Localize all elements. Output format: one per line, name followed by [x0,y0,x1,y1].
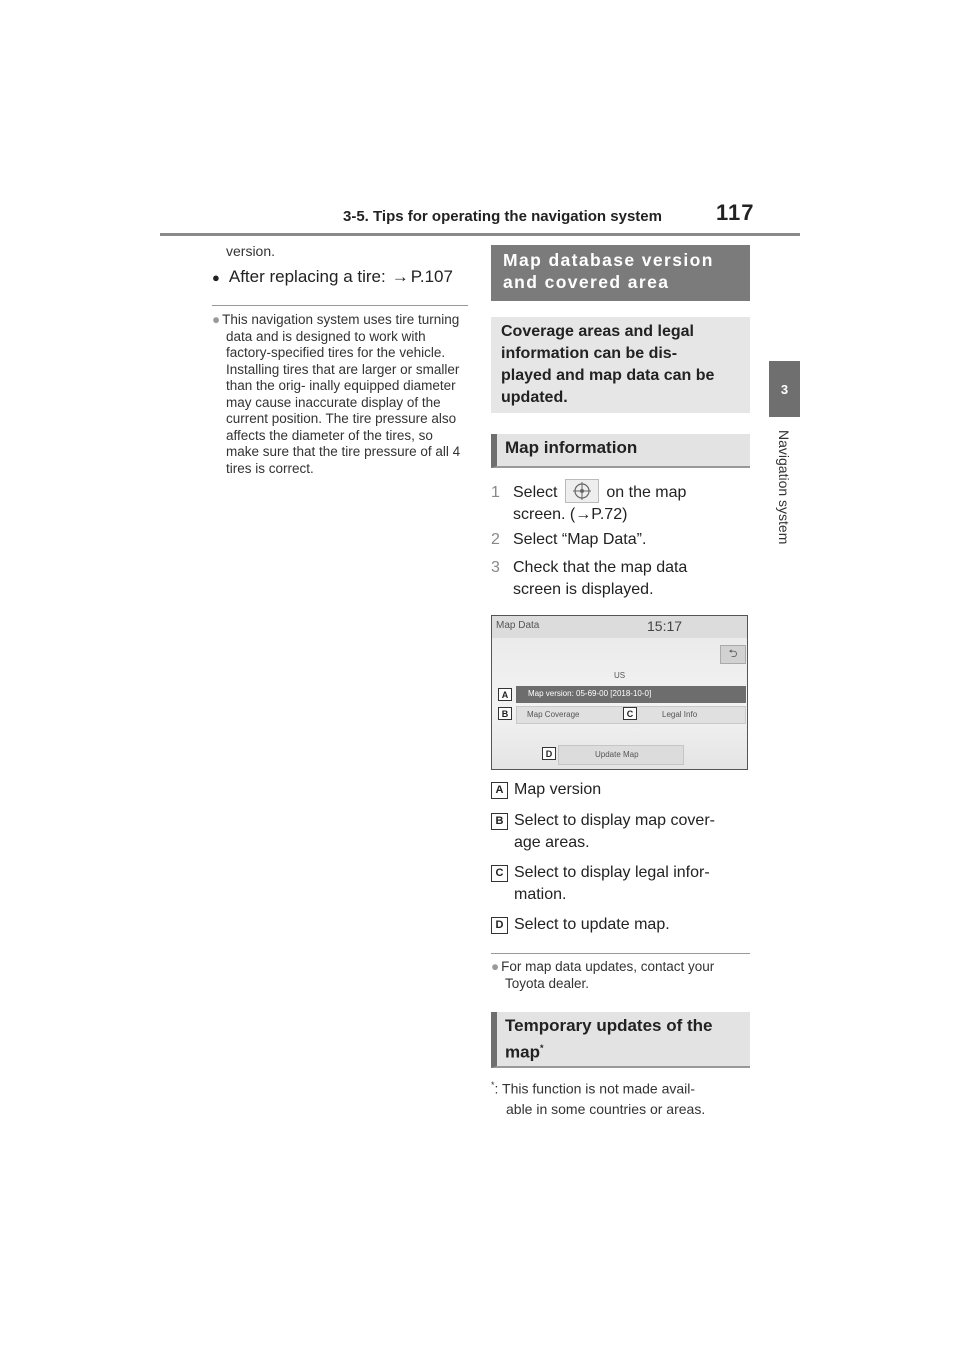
arrow-icon: → [391,267,409,286]
continued-text: version. [226,243,276,259]
step-number: 2 [491,531,500,548]
banner-line-1: Map database version [503,250,714,270]
dealer-note-text: For map data updates, contact your Toyota dealer. [501,959,715,991]
callout-b: B [498,707,512,720]
callout-a: A [498,688,512,701]
intro-line-4: updated. [501,389,568,406]
step-number: 1 [491,484,500,501]
map-menu-icon [565,479,599,503]
footnote-text: able in some countries or areas. [506,1100,706,1117]
legend-b [491,810,715,854]
map-version-row [516,686,746,703]
legend-d [491,914,670,936]
callout-d: D [542,747,556,760]
chapter-tab: 3 [769,361,800,417]
bullet-item [212,267,453,287]
tire-note [212,312,468,477]
note-bullet-icon: ● [491,959,500,974]
intro-line-3: played and map data can be [501,367,715,384]
page-number: 117 [716,200,755,225]
step-2 [491,529,646,551]
subheading-line-1: Temporary updates of the [505,1016,713,1035]
callout-c: C [623,707,637,720]
chapter-label [770,430,798,570]
subheading-map-information: Map information [491,434,750,468]
update-map-button[interactable] [558,745,684,765]
map-coverage-button[interactable]: Map Coverage [527,710,580,719]
legend-text: Select to display map cover- [514,812,715,829]
map-data-screenshot [491,615,748,770]
page-ref: P.107 [410,267,453,286]
step-text: ) [622,506,628,523]
legend-key: C [491,865,508,882]
footnote-mark: * [539,1043,544,1053]
legend-c [491,862,710,906]
arrow-icon: → [575,506,592,523]
intro-line-1: Coverage areas and legal [501,323,694,340]
step-3 [491,557,687,601]
step-number: 3 [491,559,500,576]
back-button[interactable]: ⮌ [720,645,746,664]
subheading-temporary-updates [491,1012,750,1068]
map-version-text: Map version: 05-69-00 [2018-10-0] [528,689,652,698]
step-text: screen. ( [513,506,576,523]
step-text: Select [513,484,558,501]
legend-key: D [491,917,508,934]
dealer-note [491,959,750,992]
footnote [491,1075,751,1119]
step-1 [491,479,686,526]
chapter-label-text: Navigation system [776,430,792,545]
note-rule [491,953,750,954]
step-text: Check that the map data [513,559,688,576]
tire-note-text: This navigation system uses tire turning data and is designed to work with factory-specified tires for the vehicle. Installing tires that are larger or smaller than the orig- inally equipped diameter may cause inaccurate display of the current position. The tire pressure also affects the diameter of the tires, so make sure that the tire pressure of all 4 tires is correct. [222,312,461,476]
legend-key: B [491,813,508,830]
footnote-mark: * [491,1080,495,1090]
update-map-label: Update Map [595,750,639,759]
screen-title: Map Data [496,620,540,631]
step-text: Select “Map Data”. [513,531,647,548]
page-ref: P.72 [591,506,623,523]
banner-line-2: and covered area [503,272,670,292]
section-banner [491,245,750,301]
step-text: on the map [606,484,687,501]
legend-text: age areas. [514,834,590,851]
footnote-text: : This function is not made avail- [494,1080,696,1097]
step-text: screen is displayed. [513,581,654,598]
bullet-text: After replacing a tire: [228,267,386,286]
section-title: 3-5. Tips for operating the navigation system [343,208,662,225]
bullet-icon: ● [212,269,220,285]
header-rule [160,233,800,236]
subheading-line-2: map [505,1042,540,1062]
legend-a [491,779,601,801]
intro-box [491,317,750,413]
screen-clock: 15:17 [647,618,683,634]
legend-text: Select to update map. [514,916,670,933]
legend-key: A [491,782,508,799]
note-rule [212,305,468,306]
legend-text: Map version [514,781,602,798]
note-bullet-icon: ● [212,312,221,327]
legend-text: mation. [514,886,567,903]
legal-info-button[interactable]: Legal Info [662,710,698,719]
legend-text: Select to display legal infor- [514,864,710,881]
region-label: US [614,671,626,680]
intro-line-2: information can be dis- [501,345,678,362]
